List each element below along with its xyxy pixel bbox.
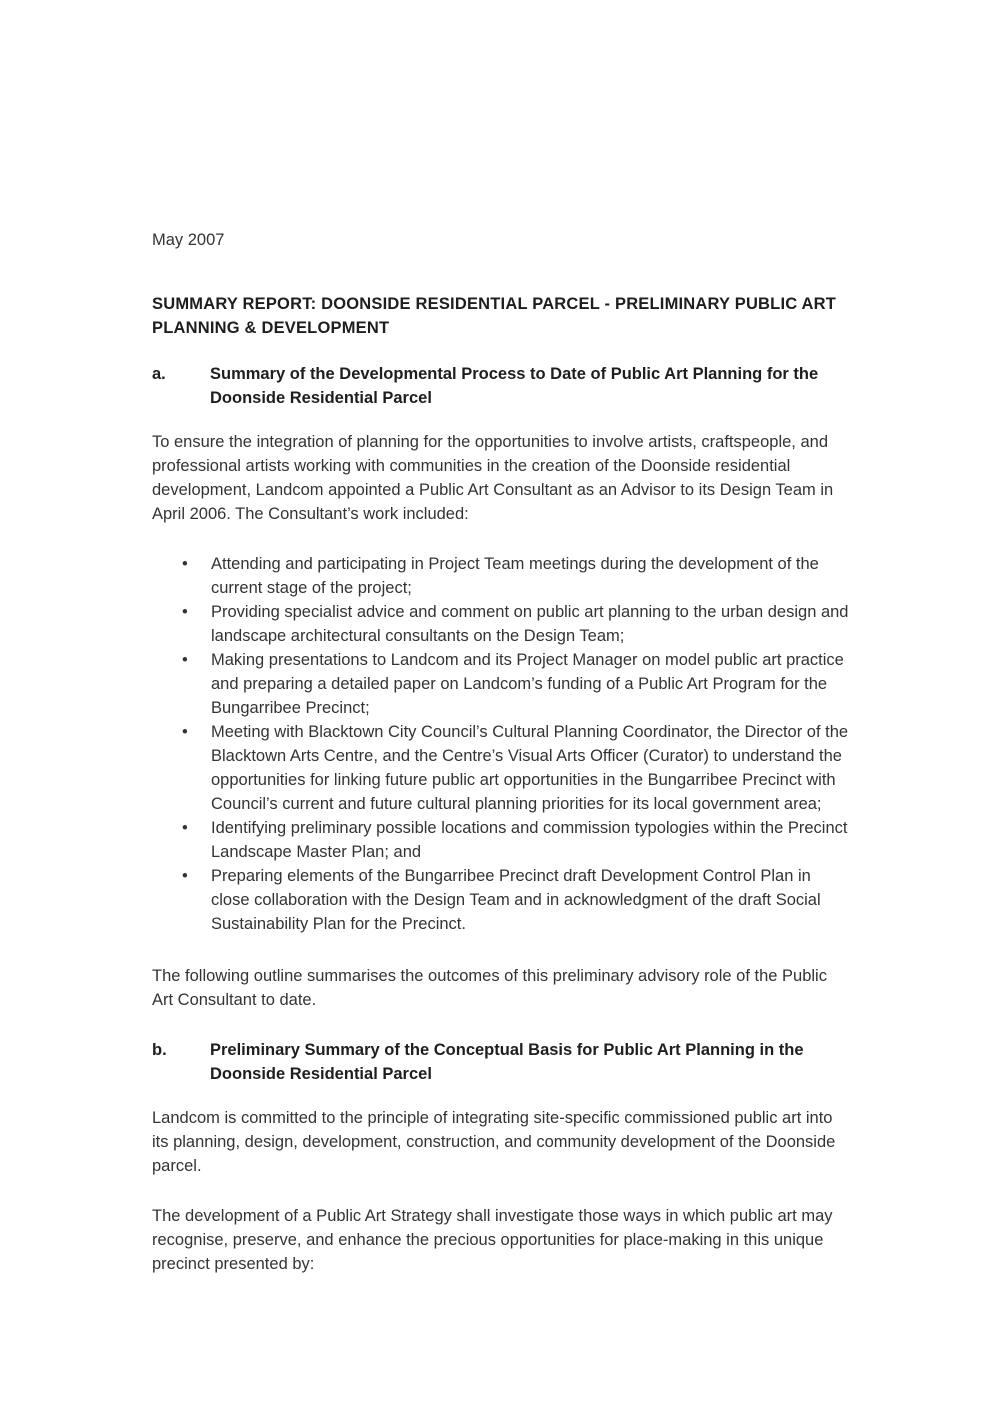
bullet-icon: •	[182, 819, 188, 837]
bullet-item	[182, 552, 850, 600]
closing-paragraph: The following outline summarises the outcomes of this preliminary advisory role of the Public Art Consultant to date.	[152, 967, 827, 1009]
section-heading-b-text: Preliminary Summary of the Conceptual Basis for Public Art Planning in the Doonside Residential Parcel	[210, 1041, 804, 1083]
bullet-text: Identifying preliminary possible locations and commission typologies within the Precinct Landscape Master Plan; and	[211, 819, 848, 861]
bullet-text: Attending and participating in Project Team meetings during the development of the current stage of the project;	[211, 555, 819, 597]
body-paragraph: Landcom is committed to the principle of integrating site-specific commissioned public art into its planning, design, development, construction, and community development of the Doonside parcel.	[152, 1109, 836, 1175]
bullet-text: Making presentations to Landcom and its Project Manager on model public art practice and preparing a detailed paper on Landcom’s funding of a Public Art Program for the Bungarribee Precinct;	[211, 651, 844, 717]
bullet-icon: •	[182, 867, 188, 885]
bullet-icon: •	[182, 603, 188, 621]
bullet-item	[182, 648, 850, 720]
bullet-item	[182, 720, 850, 816]
bullet-icon: •	[182, 651, 188, 669]
bullet-text: Meeting with Blacktown City Council’s Cultural Planning Coordinator, the Director of the Blacktown Arts Centre, and the Centre’s Visual Arts Officer (Curator) to understand the opportunities for linking future public art opportunities in the Bungarribee Precinct with Council’s current and future cultural planning priorities for its local government area;	[211, 723, 849, 813]
section-label-b: b.	[152, 1041, 167, 1059]
section-heading-a	[152, 362, 850, 410]
bullet-icon: •	[182, 555, 188, 573]
section-label-a: a.	[152, 365, 166, 383]
bullet-list	[152, 552, 850, 936]
bullet-item	[182, 816, 850, 864]
section-heading-b	[152, 1038, 850, 1086]
document-date: May 2007	[152, 231, 225, 249]
bullet-item	[182, 600, 850, 648]
bullet-item	[182, 864, 850, 936]
bullet-text: Preparing elements of the Bungarribee Precinct draft Development Control Plan in close collaboration with the Design Team and in acknowledgment of the draft Social Sustainability Plan for the Precinct.	[211, 867, 821, 933]
intro-paragraph: To ensure the integration of planning for the opportunities to involve artists, craftspeople, and professional artists working with communities in the creation of the Doonside residential development, Landcom appointed a Public Art Consultant as an Advisor to its Design Team in April 2006. The Consultant’s work included:	[152, 433, 834, 523]
body-paragraph: The development of a Public Art Strategy shall investigate those ways in which public art may recognise, preserve, and enhance the precious opportunities for place-making in this unique precinct presented by:	[152, 1207, 833, 1273]
section-heading-a-text: Summary of the Developmental Process to Date of Public Art Planning for the Doonside Residential Parcel	[210, 365, 819, 407]
bullet-text: Providing specialist advice and comment on public art planning to the urban design and landscape architectural consultants on the Design Team;	[211, 603, 849, 645]
bullet-icon: •	[182, 723, 188, 741]
document-title: SUMMARY REPORT: DOONSIDE RESIDENTIAL PARCEL - PRELIMINARY PUBLIC ART PLANNING & DEVELOPMENT	[152, 295, 837, 337]
